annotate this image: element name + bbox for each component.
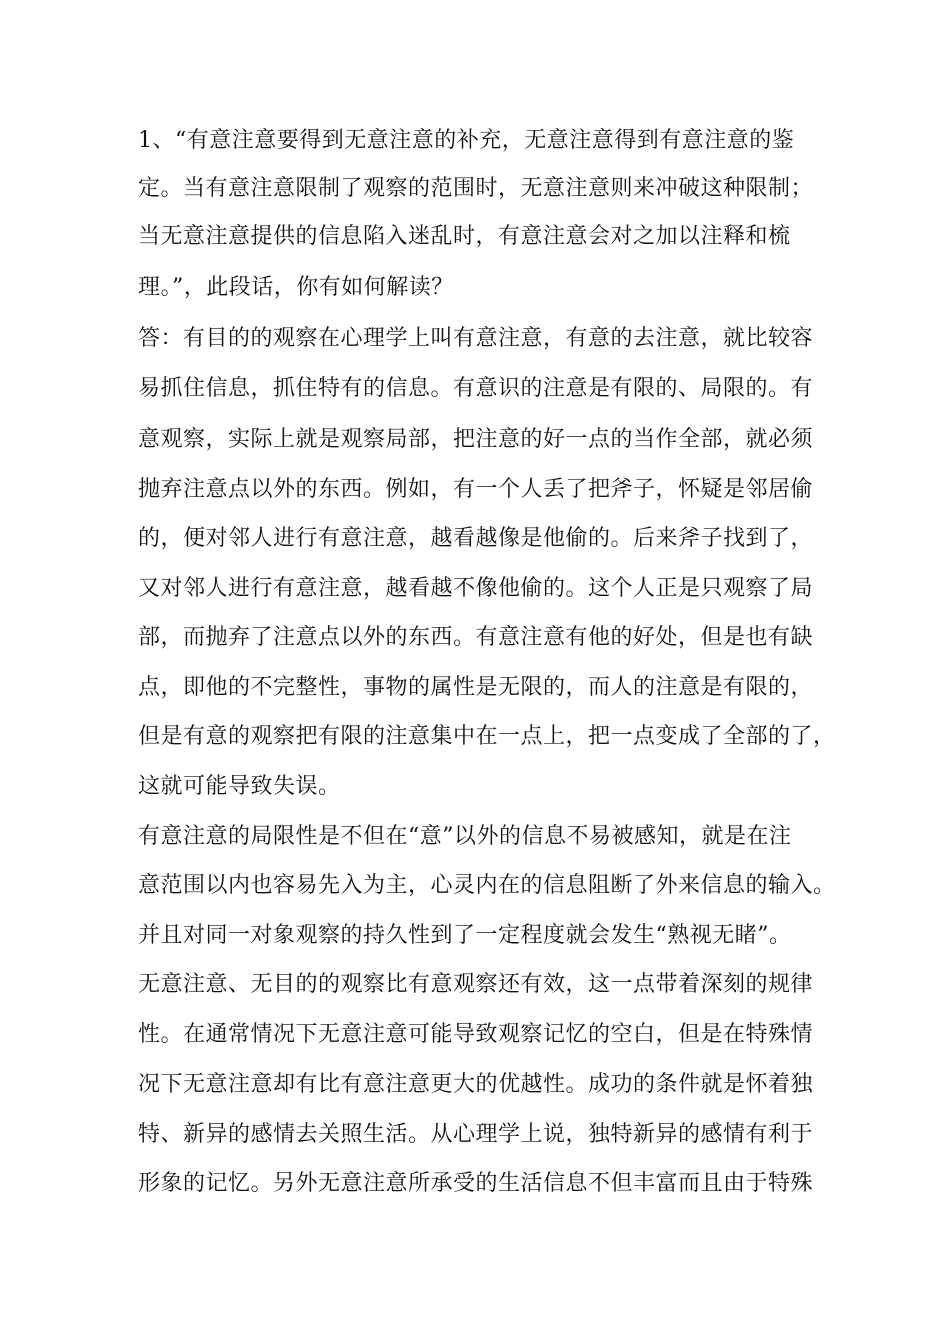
text-line: 但是有意的观察把有限的注意集中在一点上，把一点变成了全部的了， — [138, 724, 836, 749]
text-line: 抛弃注意点以外的东西。例如，有一个人丢了把斧子，怀疑是邻居偷 — [138, 477, 814, 502]
text-line: 并且对同一对象观察的持久性到了一定程度就会发生“熟视无睹”。 — [138, 923, 792, 948]
text-line: 易抓住信息，抓住特有的信息。有意识的注意是有限的、局限的。有 — [138, 376, 814, 401]
text-line: 性。在通常情况下无意注意可能导致观察记忆的空白，但是在特殊情 — [138, 1022, 814, 1047]
text-line: 部，而抛弃了注意点以外的东西。有意注意有他的好处，但是也有缺 — [138, 625, 814, 650]
text-line: 况下无意注意却有比有意注意更大的优越性。成功的条件就是怀着独 — [138, 1072, 814, 1097]
text-line: 理。”，此段话，你有如何解读？ — [138, 275, 454, 300]
text-line: 有意注意的局限性是不但在“意”以外的信息不易被感知，就是在注 — [138, 824, 792, 849]
text-line: 特、新异的感情去关照生活。从心理学上说，独特新异的感情有利于 — [138, 1122, 814, 1147]
text-line: 无意注意、无目的的观察比有意观察还有效，这一点带着深刻的规律 — [138, 972, 814, 997]
text-line: 这就可能导致失误。 — [138, 774, 341, 799]
text-line: 又对邻人进行有意注意，越看越不像他偷的。这个人正是只观察了局 — [138, 576, 814, 601]
text-line: 点，即他的不完整性，事物的属性是无限的，而人的注意是有限的， — [138, 675, 814, 700]
text-line: 形象的记忆。另外无意注意所承受的生活信息不但丰富而且由于特殊 — [138, 1171, 814, 1196]
text-line: 答：有目的的观察在心理学上叫有意注意，有意的去注意，就比较容 — [138, 326, 814, 351]
text-line: 定。当有意注意限制了观察的范围时，无意注意则来冲破这种限制； — [138, 176, 814, 201]
text-line: 意观察，实际上就是观察局部，把注意的好一点的当作全部，就必须 — [138, 427, 814, 452]
text-line: 的，便对邻人进行有意注意，越看越像是他偷的。后来斧子找到了， — [138, 526, 814, 551]
text-line: 1、“有意注意要得到无意注意的补充，无意注意得到有意注意的鉴 — [138, 128, 795, 153]
text-line: 意范围以内也容易先入为主，心灵内在的信息阻断了外来信息的输入。 — [138, 873, 836, 898]
text-line: 当无意注意提供的信息陷入迷乱时，有意注意会对之加以注释和梳 — [138, 224, 791, 249]
